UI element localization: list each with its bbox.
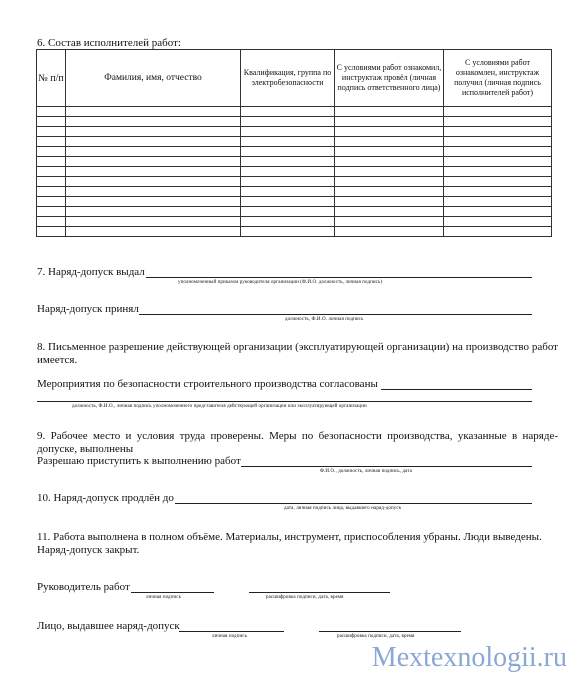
table-row: [37, 197, 552, 207]
table-row: [37, 227, 552, 237]
accepted-hint: должность, Ф.И.О. личная подпись: [285, 317, 364, 322]
table-row: [37, 157, 552, 167]
extended-line[interactable]: [175, 503, 532, 504]
table-cell[interactable]: [444, 217, 552, 227]
site-watermark: Mextexnologii.ru: [371, 642, 567, 673]
table-cell[interactable]: [335, 107, 444, 117]
issued-signature-line[interactable]: [146, 277, 532, 278]
agreed-line-2[interactable]: [37, 401, 532, 402]
table-cell[interactable]: [335, 207, 444, 217]
table-cell[interactable]: [241, 147, 335, 157]
table-cell[interactable]: [335, 147, 444, 157]
table-cell[interactable]: [241, 117, 335, 127]
table-cell[interactable]: [444, 127, 552, 137]
manager-signature-line[interactable]: [131, 592, 214, 593]
table-cell[interactable]: [335, 127, 444, 137]
allow-label: Разрешаю приступить к выполнению работ: [37, 455, 241, 467]
section6-title: 6. Состав исполнителей работ:: [37, 37, 181, 49]
allow-hint: Ф.И.О., должность, личная подпись, дата: [320, 469, 412, 474]
accepted-label: Наряд-допуск принял: [37, 303, 139, 315]
table-row: [37, 177, 552, 187]
table-cell[interactable]: [241, 177, 335, 187]
table-cell[interactable]: [37, 167, 66, 177]
table-cell[interactable]: [444, 117, 552, 127]
table-cell[interactable]: [66, 187, 241, 197]
table-cell[interactable]: [444, 177, 552, 187]
table-cell[interactable]: [335, 217, 444, 227]
crew-table: [36, 49, 552, 237]
col-qualification: Квалификация, группа по электробезопасности: [241, 50, 335, 107]
table-cell[interactable]: [241, 167, 335, 177]
table-cell[interactable]: [37, 107, 66, 117]
table-cell[interactable]: [37, 197, 66, 207]
table-cell[interactable]: [66, 117, 241, 127]
table-row: [37, 117, 552, 127]
issued-label: 7. Наряд-допуск выдал: [37, 266, 145, 278]
table-cell[interactable]: [66, 207, 241, 217]
table-row: [37, 217, 552, 227]
allow-signature-line[interactable]: [241, 466, 532, 467]
crew-table-body: [37, 107, 552, 237]
issuer-label: Лицо, выдавшее наряд-допуск: [37, 620, 180, 632]
table-row: [37, 137, 552, 147]
table-cell[interactable]: [335, 227, 444, 237]
table-cell[interactable]: [241, 207, 335, 217]
section11-text: 11. Работа выполнена в полном объёме. Материалы, инструмент, приспособления убраны. Люди выведены.: [37, 531, 542, 543]
table-cell[interactable]: [37, 127, 66, 137]
table-row: [37, 147, 552, 157]
table-cell[interactable]: [241, 187, 335, 197]
accepted-signature-line[interactable]: [139, 314, 532, 315]
table-cell[interactable]: [444, 107, 552, 117]
closed-text: Наряд-допуск закрыт.: [37, 544, 140, 556]
table-row: [37, 207, 552, 217]
table-cell[interactable]: [241, 197, 335, 207]
col-number: № п/п: [37, 50, 66, 107]
table-cell[interactable]: [444, 137, 552, 147]
manager-decode-hint: расшифровка подписи, дата, время: [266, 595, 344, 600]
crew-table-header: [37, 50, 552, 107]
table-cell[interactable]: [241, 157, 335, 167]
table-cell[interactable]: [335, 157, 444, 167]
table-cell[interactable]: [444, 227, 552, 237]
table-cell[interactable]: [66, 127, 241, 137]
table-cell[interactable]: [241, 137, 335, 147]
table-row: [37, 187, 552, 197]
issued-hint: уполномоченный приказом руководителя организации (Ф.И.О. должность, личная подпись): [178, 280, 383, 285]
issuer-decode-line[interactable]: [319, 631, 461, 632]
table-cell[interactable]: [37, 207, 66, 217]
table-cell[interactable]: [444, 197, 552, 207]
table-cell[interactable]: [444, 187, 552, 197]
table-cell[interactable]: [335, 177, 444, 187]
issuer-decode-hint: расшифровка подписи, дата, время: [337, 634, 415, 639]
table-cell[interactable]: [444, 157, 552, 167]
table-cell[interactable]: [66, 197, 241, 207]
section9-text: 9. Рабочее место и условия труда проверены. Меры по безопасности производства, указанные в наряде-допуске, выполнены: [37, 430, 558, 455]
table-cell[interactable]: [37, 227, 66, 237]
table-cell[interactable]: [335, 187, 444, 197]
table-cell[interactable]: [66, 217, 241, 227]
table-cell[interactable]: [241, 217, 335, 227]
table-cell[interactable]: [66, 137, 241, 147]
agreed-label: Мероприятия по безопасности строительного производства согласованы: [37, 378, 378, 390]
issuer-signature-line[interactable]: [179, 631, 284, 632]
col-full-name: Фамилия, имя, отчество: [66, 50, 241, 107]
manager-decode-line[interactable]: [249, 592, 390, 593]
agreed-hint: должность, Ф.И.О., личная подпись уполномоченного представителя действующей организации или эксплуатирующей организации: [72, 404, 367, 409]
manager-sign-hint: личная подпись: [146, 595, 181, 600]
section8-text: 8. Письменное разрешение действующей организации (эксплуатирующей организации) на производство работ имеется.: [37, 341, 558, 366]
col-instructed-by: С условиями работ ознакомил, инструктаж провёл (личная подпись ответственного лица): [335, 50, 444, 107]
extended-hint: дата, личная подпись лица, выдавшего наряд-допуск: [284, 506, 402, 511]
table-cell[interactable]: [66, 177, 241, 187]
table-cell[interactable]: [37, 217, 66, 227]
table-cell[interactable]: [66, 147, 241, 157]
table-cell[interactable]: [335, 117, 444, 127]
table-cell[interactable]: [37, 117, 66, 127]
table-cell[interactable]: [241, 127, 335, 137]
table-cell[interactable]: [241, 107, 335, 117]
agreed-line-1[interactable]: [381, 389, 532, 390]
table-cell[interactable]: [335, 167, 444, 177]
table-cell[interactable]: [37, 177, 66, 187]
table-cell[interactable]: [66, 227, 241, 237]
table-cell[interactable]: [444, 207, 552, 217]
table-cell[interactable]: [241, 227, 335, 237]
col-instructed: С условиями работ ознакомлен, инструктаж получил (личная подпись исполнителей работ): [444, 50, 552, 107]
table-cell[interactable]: [444, 147, 552, 157]
table-row: [37, 127, 552, 137]
manager-label: Руководитель работ: [37, 581, 130, 593]
table-cell[interactable]: [37, 157, 66, 167]
table-cell[interactable]: [335, 137, 444, 147]
table-row: [37, 167, 552, 177]
table-cell[interactable]: [37, 187, 66, 197]
extended-label: 10. Наряд-допуск продлён до: [37, 492, 174, 504]
table-cell[interactable]: [444, 167, 552, 177]
table-cell[interactable]: [66, 107, 241, 117]
table-cell[interactable]: [66, 167, 241, 177]
table-cell[interactable]: [37, 147, 66, 157]
table-cell[interactable]: [66, 157, 241, 167]
table-cell[interactable]: [37, 137, 66, 147]
issuer-sign-hint: личная подпись: [212, 634, 247, 639]
table-row: [37, 107, 552, 117]
table-cell[interactable]: [335, 197, 444, 207]
